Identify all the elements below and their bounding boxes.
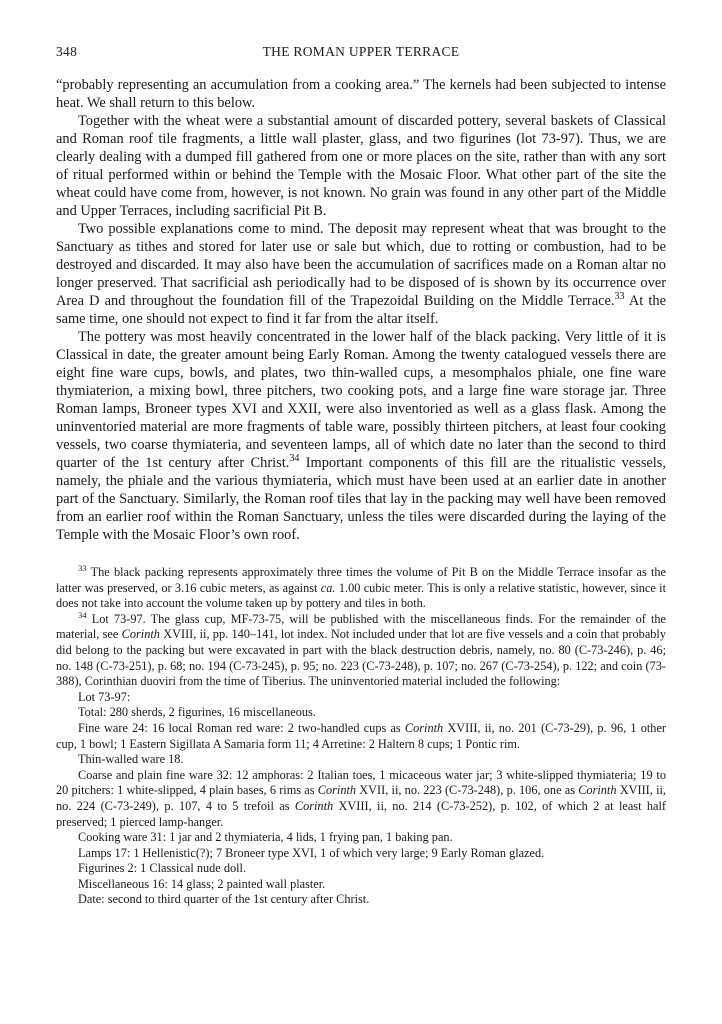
- fine-ware-text-a: Fine ware 24: 16 local Roman red ware: 2 two-handled cups as: [78, 720, 405, 735]
- footnote-34: [56, 609, 666, 690]
- footnote-ref-33[interactable]: 33: [614, 291, 625, 303]
- paragraph-1: “probably representing an accumulation from a cooking area.” The kernels had been subjected to intense heat. We shall return to this below.: [56, 77, 666, 111]
- footnote-34-number: 34: [78, 609, 87, 620]
- thin-walled-ware: Thin-walled ware 18.: [78, 752, 184, 767]
- footnotes: [56, 562, 666, 908]
- footnote-ref-34[interactable]: 34: [289, 453, 300, 465]
- page: [56, 44, 666, 908]
- paragraph-3-text-b: At the same time, one should not expect to find it far from the altar itself.: [56, 293, 666, 327]
- footnote-33-text-b: 1.00 cubic meter. This is only a relative statistic, however, since it does not take into account the volume taken up by pottery and tiles in both.: [56, 580, 666, 611]
- paragraph-4-text-b: Important components of this fill are the ritualistic vessels, namely, the phiale and the various thymiateria, which must have been used at an earlier date in another part of the Sanctuary. Similarly, the Roman roof tiles that lay in the packing may well have been removed from an earlier roof within the Roman Sanctuary, unless the tiles were discarded during the laying of the Temple with the Mosaic Floor’s own roof.: [56, 455, 667, 543]
- footnote-34-text-a: Lot 73-97. The glass cup, MF-73-75, will be published with the miscellaneous finds. For the remainder of the material, see: [56, 611, 666, 642]
- coarse-ware-text-c: XVIII, ii, no. 224 (C-73-249), p. 107, 4 to 5 trefoil as: [56, 783, 666, 813]
- paragraph-4-text-a: The pottery was most heavily concentrated in the lower half of the black packing. Very little of it is Classical in date, the greater amount being Early Roman. Among the twenty catalogued vessels there are eight fine ware cups, bowls, and plates, two thin-walled cups, a mesomphalos phiale, one fine ware thymiaterion, a mixing bowl, three pitchers, two cooking pots, and a large fine ware storage jar. Three Roman lamps, Broneer types XVI and XXII, were also inventoried as well as a glass flask. Among the uninventoried material are more fragments of table ware, possibly thirteen pitchers, at least four cooking vessels, two coarse thymiateria, and seventeen lamps, all of which date no later than the second to third quarter of the 1st century after Christ.: [56, 329, 666, 471]
- coarse-ware-text-d: XVIII, ii, no. 214 (C-73-252), p. 102, of which 2 at least half preserved; 1 pierced lamp-hanger.: [56, 798, 666, 829]
- paragraph-2: Together with the wheat were a substantial amount of discarded pottery, several baskets of Classical and Roman roof tile fragments, a little wall plaster, glass, and two figurines (lot 73-97). Thus, we are clearly dealing with a dumped fill gathered from one or more places on the site, rather than with any sort of ritual performed within or behind the Temple with the Mosaic Floor. What other part of the site the wheat could have come from, however, is not known. No grain was found in any other part of the Middle and Upper Terraces, including sacrificial Pit B.: [56, 113, 666, 219]
- coarse-ware-corinth-1: Corinth: [317, 783, 357, 798]
- coarse-ware-text-a: Coarse and plain fine ware 32: 12 amphoras: 2 Italian toes, 1 micaceous water jar; 3 white-slipped thymiateria; 19 to 20 pitchers: 1 white-slipped, 4 plain bases, 6 rims as: [56, 767, 666, 798]
- paragraph-3-text-a: Two possible explanations come to mind. The deposit may represent wheat that was brought to the Sanctuary as tithes and stored for later use or sale but which, due to rotting or combustion, had to be destroyed and discarded. It may also have been the accumulation of sacrifices made on a Roman altar no longer preserved. That sacrificial ash periodically had to be disposed of is shown by its occurrence over Area D and throughout the foundation fill of the Trapezoidal Building on the Middle Terrace.: [56, 221, 666, 309]
- coarse-ware: [56, 768, 666, 830]
- body-text: [56, 76, 666, 544]
- footnote-33-ca: ca.: [320, 580, 336, 595]
- miscellaneous: Miscellaneous 16: 14 glass; 2 painted wall plaster.: [78, 876, 326, 891]
- fine-ware-corinth: Corinth: [404, 720, 444, 735]
- coarse-ware-corinth-3: Corinth: [294, 798, 334, 813]
- lamps: Lamps 17: 1 Hellenistic(?); 7 Broneer type XVI, 1 of which very large; 9 Early Roman glazed.: [78, 845, 545, 860]
- date: Date: second to third quarter of the 1st century after Christ.: [78, 892, 370, 907]
- fine-ware: [56, 721, 666, 752]
- footnote-33-text-a: The black packing represents approximately three times the volume of Pit B on the Middle Terrace insofar as the latter was preserved, or 3.16 cubic meters, as against: [56, 565, 666, 595]
- lot-label: Lot 73-97:: [78, 689, 131, 704]
- paragraph-4: [56, 328, 666, 544]
- paragraph-3: [56, 220, 666, 328]
- cooking-ware: Cooking ware 31: 1 jar and 2 thymiateria, 4 lids, 1 frying pan, 1 baking pan.: [78, 830, 453, 845]
- lot-total: Total: 280 sherds, 2 figurines, 16 miscellaneous.: [78, 705, 316, 720]
- coarse-ware-corinth-2: Corinth: [578, 783, 617, 798]
- page-number: 348: [56, 44, 78, 59]
- figurines: Figurines 2: 1 Classical nude doll.: [78, 861, 247, 876]
- running-header: [56, 44, 666, 64]
- fine-ware-text-b: XVIII, ii, no. 201 (C-73-29), p. 96, 1 other cup, 1 bowl; 1 Eastern Sigillata A Samaria form 11; 4 Arretine: 2 Haltern 8 cups; 1 Pontic rim.: [56, 720, 666, 751]
- footnote-33-number: 33: [78, 562, 87, 573]
- footnote-34-corinth: Corinth: [121, 627, 160, 642]
- running-title: THE ROMAN UPPER TERRACE: [262, 44, 460, 59]
- footnote-34-text-b: XVIII, ii, pp. 140–141, lot index. Not included under that lot are five vessels and a coin that probably did belong to the packing but were excavated in part with the black destruction debris, namely, no. 80 (C-73-246), p. 46; no. 148 (C-73-251), p. 68; no. 194 (C-73-245), p. 95; no. 223 (C-73-248), p. 107; no. 267 (C-73-254), p. 122; and coin (73-388), Corinthian duoviri from the time of Tiberius. The uninventoried material included the following:: [56, 627, 666, 689]
- footnote-33: [56, 562, 666, 612]
- coarse-ware-text-b: XVII, ii, no. 223 (C-73-248), p. 106, one as: [356, 783, 579, 798]
